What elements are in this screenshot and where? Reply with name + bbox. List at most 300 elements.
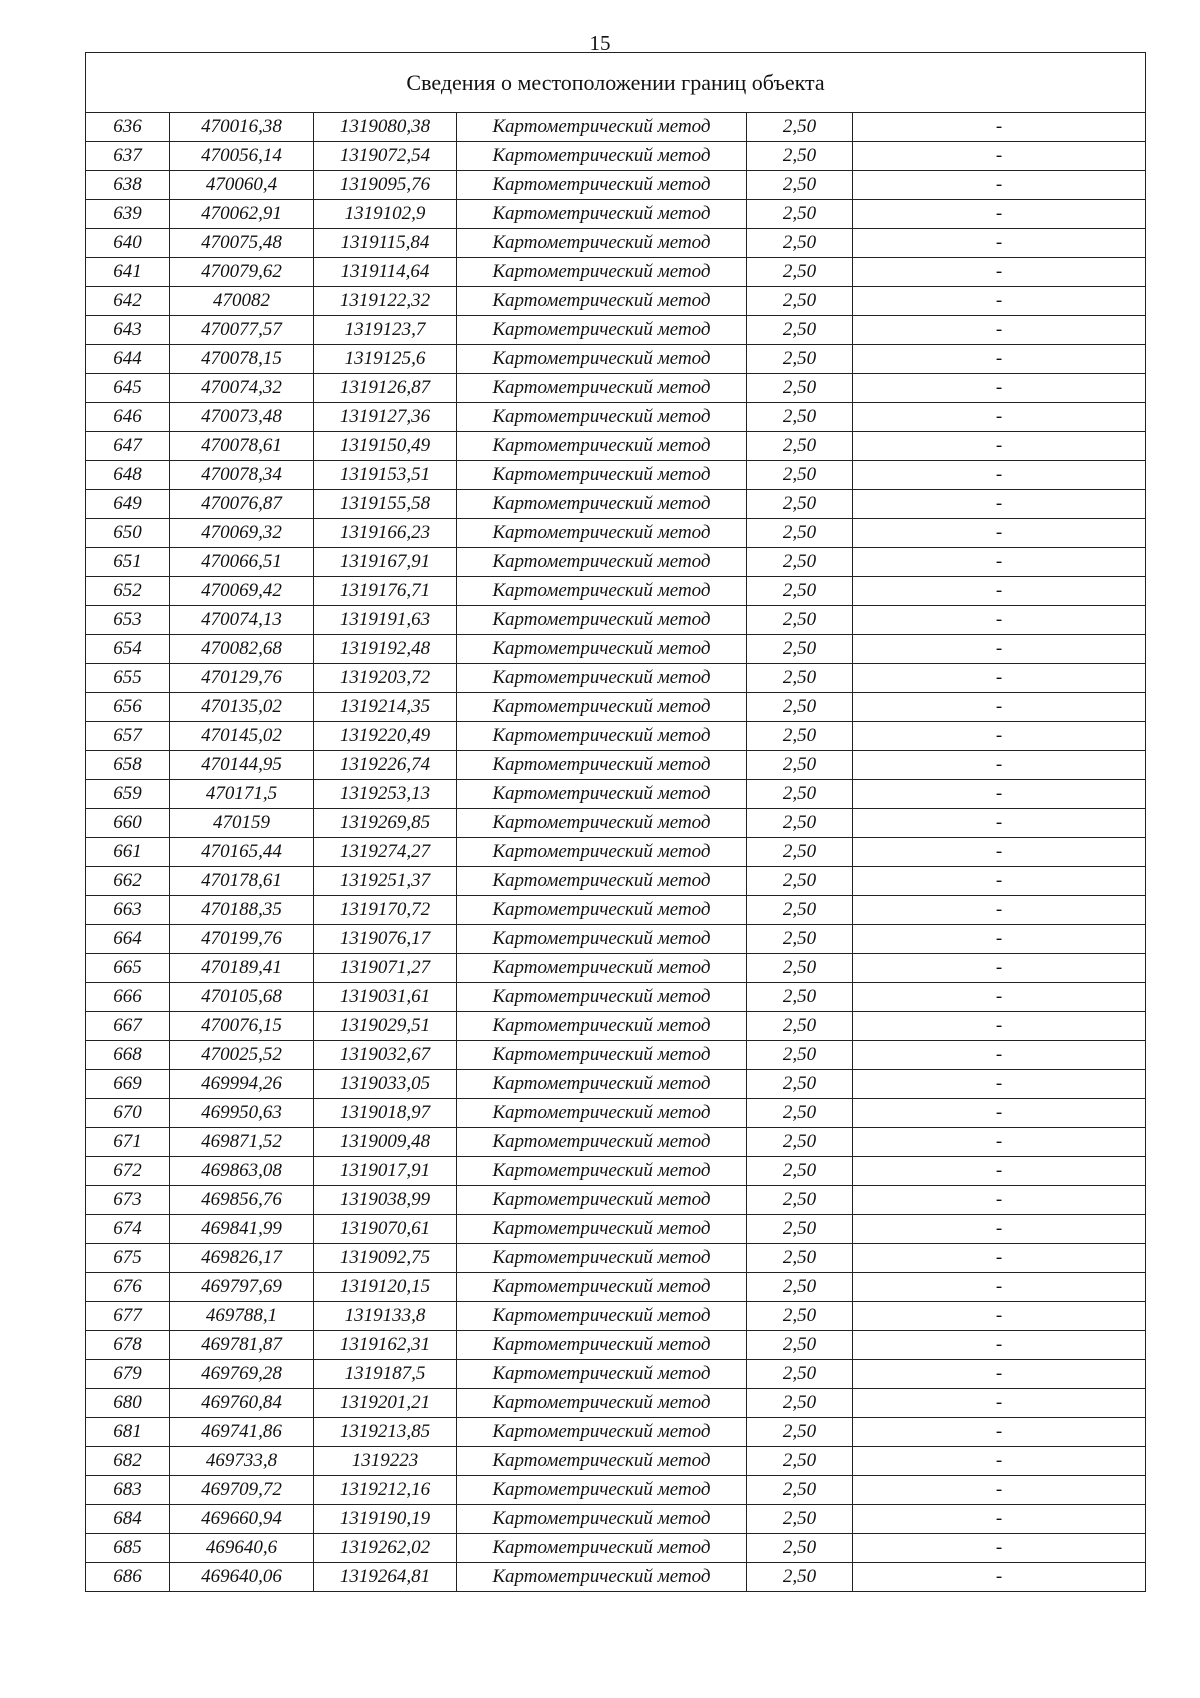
x-coordinate-cell: 470025,52 — [170, 1041, 314, 1070]
accuracy-cell: 2,50 — [747, 1186, 853, 1215]
description-cell: - — [853, 142, 1146, 171]
method-cell: Картометрический метод — [457, 1128, 747, 1157]
table-row — [86, 1476, 1146, 1505]
description-cell: - — [853, 548, 1146, 577]
x-coordinate-cell: 469760,84 — [170, 1389, 314, 1418]
table-row — [86, 867, 1146, 896]
table-row — [86, 374, 1146, 403]
accuracy-cell: 2,50 — [747, 1418, 853, 1447]
accuracy-cell: 2,50 — [747, 693, 853, 722]
method-cell: Картометрический метод — [457, 171, 747, 200]
point-number-cell: 646 — [86, 403, 170, 432]
description-cell: - — [853, 983, 1146, 1012]
point-number-cell: 640 — [86, 229, 170, 258]
accuracy-cell: 2,50 — [747, 461, 853, 490]
description-cell: - — [853, 1099, 1146, 1128]
table-row — [86, 258, 1146, 287]
description-cell: - — [853, 1186, 1146, 1215]
description-cell: - — [853, 1157, 1146, 1186]
description-cell: - — [853, 1215, 1146, 1244]
point-number-cell: 672 — [86, 1157, 170, 1186]
point-number-cell: 678 — [86, 1331, 170, 1360]
table-row — [86, 548, 1146, 577]
point-number-cell: 645 — [86, 374, 170, 403]
method-cell: Картометрический метод — [457, 432, 747, 461]
description-cell: - — [853, 896, 1146, 925]
point-number-cell: 649 — [86, 490, 170, 519]
y-coordinate-cell: 1319213,85 — [314, 1418, 457, 1447]
description-cell: - — [853, 1331, 1146, 1360]
table-row — [86, 693, 1146, 722]
method-cell: Картометрический метод — [457, 345, 747, 374]
accuracy-cell: 2,50 — [747, 1128, 853, 1157]
description-cell: - — [853, 171, 1146, 200]
accuracy-cell: 2,50 — [747, 1389, 853, 1418]
table-title: Сведения о местоположении границ объекта — [86, 53, 1146, 113]
point-number-cell: 674 — [86, 1215, 170, 1244]
accuracy-cell: 2,50 — [747, 751, 853, 780]
table-row — [86, 925, 1146, 954]
description-cell: - — [853, 1244, 1146, 1273]
accuracy-cell: 2,50 — [747, 229, 853, 258]
method-cell: Картометрический метод — [457, 548, 747, 577]
table-row — [86, 1215, 1146, 1244]
accuracy-cell: 2,50 — [747, 809, 853, 838]
accuracy-cell: 2,50 — [747, 1273, 853, 1302]
description-cell: - — [853, 1012, 1146, 1041]
description-cell: - — [853, 780, 1146, 809]
x-coordinate-cell: 470144,95 — [170, 751, 314, 780]
accuracy-cell: 2,50 — [747, 200, 853, 229]
accuracy-cell: 2,50 — [747, 954, 853, 983]
x-coordinate-cell: 469994,26 — [170, 1070, 314, 1099]
method-cell: Картометрический метод — [457, 1418, 747, 1447]
y-coordinate-cell: 1319070,61 — [314, 1215, 457, 1244]
x-coordinate-cell: 469660,94 — [170, 1505, 314, 1534]
table-row — [86, 403, 1146, 432]
table-row — [86, 635, 1146, 664]
accuracy-cell: 2,50 — [747, 722, 853, 751]
table-row — [86, 519, 1146, 548]
x-coordinate-cell: 470178,61 — [170, 867, 314, 896]
accuracy-cell: 2,50 — [747, 1447, 853, 1476]
point-number-cell: 650 — [86, 519, 170, 548]
x-coordinate-cell: 469950,63 — [170, 1099, 314, 1128]
description-cell: - — [853, 1534, 1146, 1563]
x-coordinate-cell: 470105,68 — [170, 983, 314, 1012]
y-coordinate-cell: 1319120,15 — [314, 1273, 457, 1302]
x-coordinate-cell: 470082 — [170, 287, 314, 316]
description-cell: - — [853, 1273, 1146, 1302]
accuracy-cell: 2,50 — [747, 490, 853, 519]
point-number-cell: 663 — [86, 896, 170, 925]
y-coordinate-cell: 1319038,99 — [314, 1186, 457, 1215]
accuracy-cell: 2,50 — [747, 1331, 853, 1360]
point-number-cell: 670 — [86, 1099, 170, 1128]
point-number-cell: 677 — [86, 1302, 170, 1331]
description-cell: - — [853, 345, 1146, 374]
accuracy-cell: 2,50 — [747, 1070, 853, 1099]
y-coordinate-cell: 1319133,8 — [314, 1302, 457, 1331]
accuracy-cell: 2,50 — [747, 925, 853, 954]
accuracy-cell: 2,50 — [747, 142, 853, 171]
x-coordinate-cell: 469856,76 — [170, 1186, 314, 1215]
page-number: 15 — [589, 31, 611, 55]
y-coordinate-cell: 1319274,27 — [314, 838, 457, 867]
method-cell: Картометрический метод — [457, 316, 747, 345]
table-row — [86, 490, 1146, 519]
accuracy-cell: 2,50 — [747, 1215, 853, 1244]
x-coordinate-cell: 470056,14 — [170, 142, 314, 171]
table-row — [86, 316, 1146, 345]
accuracy-cell: 2,50 — [747, 345, 853, 374]
x-coordinate-cell: 470062,91 — [170, 200, 314, 229]
table-row — [86, 1360, 1146, 1389]
method-cell: Картометрический метод — [457, 1099, 747, 1128]
point-number-cell: 676 — [86, 1273, 170, 1302]
table-row — [86, 1563, 1146, 1592]
point-number-cell: 661 — [86, 838, 170, 867]
x-coordinate-cell: 470079,62 — [170, 258, 314, 287]
accuracy-cell: 2,50 — [747, 635, 853, 664]
method-cell: Картометрический метод — [457, 1447, 747, 1476]
accuracy-cell: 2,50 — [747, 548, 853, 577]
y-coordinate-cell: 1319226,74 — [314, 751, 457, 780]
table-row — [86, 1302, 1146, 1331]
x-coordinate-cell: 470069,42 — [170, 577, 314, 606]
y-coordinate-cell: 1319166,23 — [314, 519, 457, 548]
y-coordinate-cell: 1319150,49 — [314, 432, 457, 461]
x-coordinate-cell: 470074,32 — [170, 374, 314, 403]
method-cell: Картометрический метод — [457, 1012, 747, 1041]
accuracy-cell: 2,50 — [747, 577, 853, 606]
table-row — [86, 722, 1146, 751]
x-coordinate-cell: 469640,06 — [170, 1563, 314, 1592]
method-cell: Картометрический метод — [457, 664, 747, 693]
description-cell: - — [853, 606, 1146, 635]
y-coordinate-cell: 1319176,71 — [314, 577, 457, 606]
x-coordinate-cell: 470016,38 — [170, 113, 314, 142]
accuracy-cell: 2,50 — [747, 1244, 853, 1273]
method-cell: Картометрический метод — [457, 374, 747, 403]
point-number-cell: 662 — [86, 867, 170, 896]
accuracy-cell: 2,50 — [747, 1012, 853, 1041]
x-coordinate-cell: 470159 — [170, 809, 314, 838]
table-row — [86, 200, 1146, 229]
point-number-cell: 683 — [86, 1476, 170, 1505]
point-number-cell: 660 — [86, 809, 170, 838]
accuracy-cell: 2,50 — [747, 867, 853, 896]
y-coordinate-cell: 1319269,85 — [314, 809, 457, 838]
point-number-cell: 653 — [86, 606, 170, 635]
description-cell: - — [853, 1041, 1146, 1070]
table-row — [86, 1244, 1146, 1273]
method-cell: Картометрический метод — [457, 1389, 747, 1418]
description-cell: - — [853, 403, 1146, 432]
description-cell: - — [853, 809, 1146, 838]
x-coordinate-cell: 469640,6 — [170, 1534, 314, 1563]
method-cell: Картометрический метод — [457, 896, 747, 925]
table-body — [86, 53, 1146, 1592]
method-cell: Картометрический метод — [457, 1476, 747, 1505]
accuracy-cell: 2,50 — [747, 1476, 853, 1505]
x-coordinate-cell: 470165,44 — [170, 838, 314, 867]
y-coordinate-cell: 1319214,35 — [314, 693, 457, 722]
accuracy-cell: 2,50 — [747, 983, 853, 1012]
table-row — [86, 1099, 1146, 1128]
point-number-cell: 651 — [86, 548, 170, 577]
x-coordinate-cell: 469841,99 — [170, 1215, 314, 1244]
point-number-cell: 656 — [86, 693, 170, 722]
table-row — [86, 432, 1146, 461]
point-number-cell: 668 — [86, 1041, 170, 1070]
description-cell: - — [853, 1070, 1146, 1099]
table-row — [86, 1070, 1146, 1099]
x-coordinate-cell: 469871,52 — [170, 1128, 314, 1157]
y-coordinate-cell: 1319018,97 — [314, 1099, 457, 1128]
method-cell: Картометрический метод — [457, 403, 747, 432]
accuracy-cell: 2,50 — [747, 316, 853, 345]
method-cell: Картометрический метод — [457, 751, 747, 780]
description-cell: - — [853, 1128, 1146, 1157]
y-coordinate-cell: 1319264,81 — [314, 1563, 457, 1592]
y-coordinate-cell: 1319126,87 — [314, 374, 457, 403]
table-row — [86, 751, 1146, 780]
point-number-cell: 680 — [86, 1389, 170, 1418]
x-coordinate-cell: 470074,13 — [170, 606, 314, 635]
method-cell: Картометрический метод — [457, 258, 747, 287]
method-cell: Картометрический метод — [457, 1563, 747, 1592]
method-cell: Картометрический метод — [457, 954, 747, 983]
point-number-cell: 673 — [86, 1186, 170, 1215]
accuracy-cell: 2,50 — [747, 1302, 853, 1331]
y-coordinate-cell: 1319162,31 — [314, 1331, 457, 1360]
accuracy-cell: 2,50 — [747, 374, 853, 403]
description-cell: - — [853, 490, 1146, 519]
point-number-cell: 637 — [86, 142, 170, 171]
point-number-cell: 664 — [86, 925, 170, 954]
accuracy-cell: 2,50 — [747, 896, 853, 925]
point-number-cell: 654 — [86, 635, 170, 664]
description-cell: - — [853, 432, 1146, 461]
x-coordinate-cell: 470078,61 — [170, 432, 314, 461]
y-coordinate-cell: 1319122,32 — [314, 287, 457, 316]
table-row — [86, 287, 1146, 316]
point-number-cell: 679 — [86, 1360, 170, 1389]
y-coordinate-cell: 1319076,17 — [314, 925, 457, 954]
x-coordinate-cell: 470069,32 — [170, 519, 314, 548]
point-number-cell: 666 — [86, 983, 170, 1012]
point-number-cell: 657 — [86, 722, 170, 751]
accuracy-cell: 2,50 — [747, 1157, 853, 1186]
method-cell: Картометрический метод — [457, 1244, 747, 1273]
accuracy-cell: 2,50 — [747, 1041, 853, 1070]
y-coordinate-cell: 1319203,72 — [314, 664, 457, 693]
point-number-cell: 655 — [86, 664, 170, 693]
description-cell: - — [853, 374, 1146, 403]
x-coordinate-cell: 469797,69 — [170, 1273, 314, 1302]
x-coordinate-cell: 470078,15 — [170, 345, 314, 374]
y-coordinate-cell: 1319153,51 — [314, 461, 457, 490]
method-cell: Картометрический метод — [457, 1273, 747, 1302]
x-coordinate-cell: 470077,57 — [170, 316, 314, 345]
description-cell: - — [853, 1418, 1146, 1447]
y-coordinate-cell: 1319017,91 — [314, 1157, 457, 1186]
description-cell: - — [853, 664, 1146, 693]
y-coordinate-cell: 1319033,05 — [314, 1070, 457, 1099]
description-cell: - — [853, 722, 1146, 751]
table-row — [86, 1157, 1146, 1186]
table-row — [86, 142, 1146, 171]
description-cell: - — [853, 461, 1146, 490]
table-row — [86, 229, 1146, 258]
description-cell: - — [853, 519, 1146, 548]
method-cell: Картометрический метод — [457, 693, 747, 722]
table-row — [86, 606, 1146, 635]
method-cell: Картометрический метод — [457, 229, 747, 258]
accuracy-cell: 2,50 — [747, 258, 853, 287]
table-row — [86, 1505, 1146, 1534]
x-coordinate-cell: 469826,17 — [170, 1244, 314, 1273]
method-cell: Картометрический метод — [457, 838, 747, 867]
method-cell: Картометрический метод — [457, 1302, 747, 1331]
table-title-row — [86, 53, 1146, 113]
table-row — [86, 780, 1146, 809]
y-coordinate-cell: 1319212,16 — [314, 1476, 457, 1505]
table-row — [86, 1418, 1146, 1447]
table-row — [86, 838, 1146, 867]
x-coordinate-cell: 470135,02 — [170, 693, 314, 722]
accuracy-cell: 2,50 — [747, 432, 853, 461]
y-coordinate-cell: 1319125,6 — [314, 345, 457, 374]
point-number-cell: 675 — [86, 1244, 170, 1273]
y-coordinate-cell: 1319191,63 — [314, 606, 457, 635]
point-number-cell: 671 — [86, 1128, 170, 1157]
y-coordinate-cell: 1319123,7 — [314, 316, 457, 345]
y-coordinate-cell: 1319095,76 — [314, 171, 457, 200]
table-row — [86, 577, 1146, 606]
description-cell: - — [853, 925, 1146, 954]
accuracy-cell: 2,50 — [747, 1099, 853, 1128]
table-row — [86, 1012, 1146, 1041]
table-row — [86, 1331, 1146, 1360]
method-cell: Картометрический метод — [457, 287, 747, 316]
description-cell: - — [853, 1476, 1146, 1505]
accuracy-cell: 2,50 — [747, 113, 853, 142]
y-coordinate-cell: 1319187,5 — [314, 1360, 457, 1389]
point-number-cell: 682 — [86, 1447, 170, 1476]
method-cell: Картометрический метод — [457, 1070, 747, 1099]
x-coordinate-cell: 470075,48 — [170, 229, 314, 258]
y-coordinate-cell: 1319253,13 — [314, 780, 457, 809]
method-cell: Картометрический метод — [457, 1186, 747, 1215]
method-cell: Картометрический метод — [457, 606, 747, 635]
x-coordinate-cell: 470188,35 — [170, 896, 314, 925]
accuracy-cell: 2,50 — [747, 403, 853, 432]
x-coordinate-cell: 469781,87 — [170, 1331, 314, 1360]
table-row — [86, 1534, 1146, 1563]
table-row — [86, 1389, 1146, 1418]
x-coordinate-cell: 470076,15 — [170, 1012, 314, 1041]
description-cell: - — [853, 693, 1146, 722]
description-cell: - — [853, 1360, 1146, 1389]
x-coordinate-cell: 470073,48 — [170, 403, 314, 432]
y-coordinate-cell: 1319192,48 — [314, 635, 457, 664]
method-cell: Картометрический метод — [457, 113, 747, 142]
point-number-cell: 647 — [86, 432, 170, 461]
method-cell: Картометрический метод — [457, 490, 747, 519]
y-coordinate-cell: 1319262,02 — [314, 1534, 457, 1563]
description-cell: - — [853, 1447, 1146, 1476]
table-row — [86, 345, 1146, 374]
y-coordinate-cell: 1319080,38 — [314, 113, 457, 142]
y-coordinate-cell: 1319201,21 — [314, 1389, 457, 1418]
accuracy-cell: 2,50 — [747, 780, 853, 809]
point-number-cell: 665 — [86, 954, 170, 983]
x-coordinate-cell: 469709,72 — [170, 1476, 314, 1505]
description-cell: - — [853, 751, 1146, 780]
x-coordinate-cell: 470199,76 — [170, 925, 314, 954]
description-cell: - — [853, 287, 1146, 316]
method-cell: Картометрический метод — [457, 461, 747, 490]
method-cell: Картометрический метод — [457, 1041, 747, 1070]
point-number-cell: 641 — [86, 258, 170, 287]
table-row — [86, 113, 1146, 142]
accuracy-cell: 2,50 — [747, 838, 853, 867]
description-cell: - — [853, 954, 1146, 983]
table-row — [86, 1273, 1146, 1302]
method-cell: Картометрический метод — [457, 867, 747, 896]
description-cell: - — [853, 229, 1146, 258]
description-cell: - — [853, 1505, 1146, 1534]
point-number-cell: 636 — [86, 113, 170, 142]
y-coordinate-cell: 1319223 — [314, 1447, 457, 1476]
table-row — [86, 954, 1146, 983]
description-cell: - — [853, 577, 1146, 606]
x-coordinate-cell: 470189,41 — [170, 954, 314, 983]
method-cell: Картометрический метод — [457, 983, 747, 1012]
method-cell: Картометрический метод — [457, 780, 747, 809]
y-coordinate-cell: 1319155,58 — [314, 490, 457, 519]
x-coordinate-cell: 470076,87 — [170, 490, 314, 519]
table-row — [86, 1186, 1146, 1215]
y-coordinate-cell: 1319220,49 — [314, 722, 457, 751]
table-row — [86, 664, 1146, 693]
accuracy-cell: 2,50 — [747, 1563, 853, 1592]
boundary-table — [85, 52, 1146, 1592]
method-cell: Картометрический метод — [457, 577, 747, 606]
table-row — [86, 809, 1146, 838]
table-row — [86, 1447, 1146, 1476]
method-cell: Картометрический метод — [457, 1215, 747, 1244]
method-cell: Картометрический метод — [457, 1360, 747, 1389]
point-number-cell: 652 — [86, 577, 170, 606]
x-coordinate-cell: 470078,34 — [170, 461, 314, 490]
description-cell: - — [853, 258, 1146, 287]
y-coordinate-cell: 1319009,48 — [314, 1128, 457, 1157]
description-cell: - — [853, 1563, 1146, 1592]
accuracy-cell: 2,50 — [747, 519, 853, 548]
description-cell: - — [853, 867, 1146, 896]
description-cell: - — [853, 316, 1146, 345]
table-row — [86, 461, 1146, 490]
method-cell: Картометрический метод — [457, 519, 747, 548]
y-coordinate-cell: 1319115,84 — [314, 229, 457, 258]
point-number-cell: 644 — [86, 345, 170, 374]
x-coordinate-cell: 469741,86 — [170, 1418, 314, 1447]
y-coordinate-cell: 1319071,27 — [314, 954, 457, 983]
description-cell: - — [853, 635, 1146, 664]
